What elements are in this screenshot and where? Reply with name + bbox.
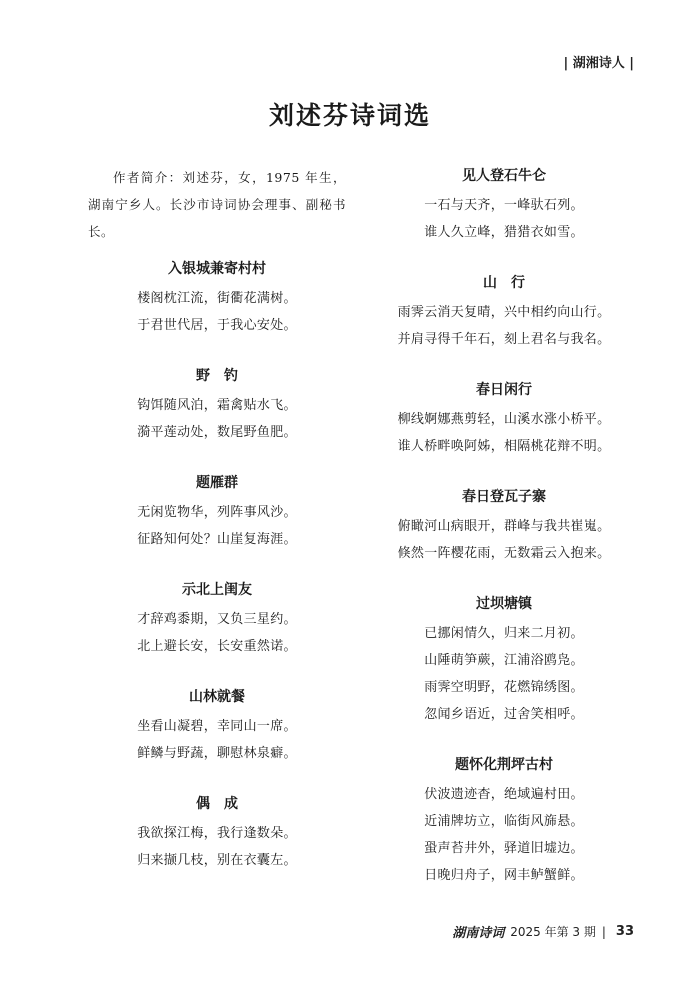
poem-line: 鲜鳞与野蔬，聊慰林泉癖。 xyxy=(137,746,297,761)
poem xyxy=(372,271,636,353)
poem-title: 过坝塘镇 xyxy=(476,596,532,612)
poem-line: 谁人桥畔唤阿姊，相隔桃花辩不明。 xyxy=(397,439,611,454)
poem xyxy=(372,164,636,246)
poem-line: 雨霁云消天复晴，兴中相约向山行。 xyxy=(397,305,611,320)
poem xyxy=(372,753,636,889)
poem-line: 并肩寻得千年石，刻上君名与我名。 xyxy=(397,332,611,347)
poem xyxy=(88,792,346,874)
poem-title: 野 钓 xyxy=(196,368,238,384)
footer-separator: | xyxy=(601,924,606,939)
page-number: 33 xyxy=(615,924,634,939)
poem-title: 春日闲行 xyxy=(476,382,532,398)
poem-line: 俯瞰河山病眼开，群峰与我共崔嵬。 xyxy=(397,519,611,534)
poem-title: 题雁群 xyxy=(196,475,238,491)
poem-title: 山林就餐 xyxy=(189,689,245,705)
section-tag: | 湖湘诗人 | xyxy=(563,56,634,71)
right-column xyxy=(372,164,636,914)
poem-title: 入银城兼寄村村 xyxy=(168,261,266,277)
poem-line: 山陲萌笋蕨，江浦浴鸥凫。 xyxy=(424,653,584,668)
poem-line: 柳线婀娜燕剪轻，山溪水涨小桥平。 xyxy=(397,412,611,427)
poem-line: 钩饵随风泊，霜禽贴水飞。 xyxy=(137,398,297,413)
author-intro: 作者简介：刘述芬，女，1975 年生，湖南宁乡人。长沙市诗词协会理事、副秘书长。 xyxy=(88,170,346,239)
poem xyxy=(88,685,346,767)
poem-line: 一石与天齐，一峰驮石列。 xyxy=(424,198,584,213)
poem-line: 无闲览物华，列阵事风沙。 xyxy=(137,505,297,520)
poem-title: 题怀化荆坪古村 xyxy=(455,757,553,773)
poem xyxy=(88,257,346,339)
left-column xyxy=(88,164,346,899)
poem xyxy=(372,485,636,567)
poem-line: 日晚归舟子，网丰鲈蟹鲜。 xyxy=(424,868,584,883)
poem xyxy=(372,378,636,460)
poem-line: 才辞鸡黍期，又负三星约。 xyxy=(137,612,297,627)
poem-title: 山 行 xyxy=(483,275,525,291)
poem-line: 忽闻乡语近，过舍笑相呼。 xyxy=(424,707,584,722)
poem-line: 坐看山凝碧，幸同山一席。 xyxy=(137,719,297,734)
poem-line: 于君世代居，于我心安处。 xyxy=(137,318,297,333)
poem-line: 我欲探江梅，我行逢数朵。 xyxy=(137,826,297,841)
poem-title: 见人登石牛仑 xyxy=(462,168,546,184)
magazine-logo: 湖南诗词 xyxy=(452,926,505,941)
poem xyxy=(88,471,346,553)
poem-title: 偶 成 xyxy=(196,796,238,812)
page-footer xyxy=(452,922,634,941)
poem xyxy=(372,592,636,728)
issue-label: 2025 年第 3 期 xyxy=(510,925,596,939)
poem-line: 倏然一阵樱花雨，无数霜云入抱来。 xyxy=(397,546,611,561)
poem-line: 北上避长安，长安重然诺。 xyxy=(137,639,297,654)
poem-line: 楼阁枕江流，街衢花满树。 xyxy=(137,291,297,306)
poem-line: 伏波遗迹杳，绝域遍村田。 xyxy=(424,787,584,802)
page-title: 刘述芬诗词选 xyxy=(268,101,431,130)
poem-line: 征路知何处？山崖复海涯。 xyxy=(137,532,297,547)
poem-title: 春日登瓦子寨 xyxy=(462,489,546,505)
poem-line: 雨霁空明野，花燃锦绣图。 xyxy=(424,680,584,695)
poem-line: 谁人久立峰，猎猎衣如雪。 xyxy=(424,225,584,240)
poem xyxy=(88,364,346,446)
poem-line: 蛩声苔井外，驿道旧墟边。 xyxy=(424,841,584,856)
poem xyxy=(88,578,346,660)
poem-line: 已挪闲情久，归来二月初。 xyxy=(424,626,584,641)
poem-title: 示北上闺友 xyxy=(182,582,252,598)
poem-line: 漪平莲动处，数尾野鱼肥。 xyxy=(137,425,297,440)
poem-line: 近浦牌坊立，临街风旆悬。 xyxy=(424,814,584,829)
poem-line: 归来撷几枝，别在衣囊左。 xyxy=(137,853,297,868)
